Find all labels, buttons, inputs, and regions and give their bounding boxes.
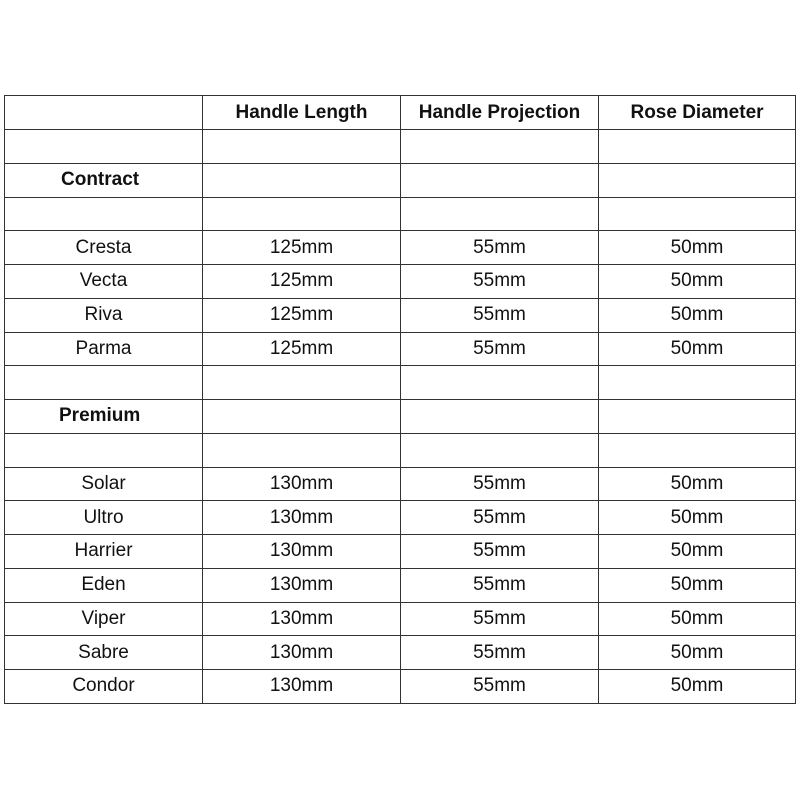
- header-cell-model: [5, 96, 203, 130]
- rose-diameter-cell: 50mm: [599, 568, 796, 602]
- model-name-cell: Solar: [5, 467, 203, 501]
- handle-projection-cell: 55mm: [401, 670, 599, 704]
- table-row: [5, 265, 796, 299]
- handle-length-cell: 125mm: [203, 265, 401, 299]
- handle-length-cell: 130mm: [203, 535, 401, 569]
- rose-diameter-cell: 50mm: [599, 670, 796, 704]
- table-row: [5, 602, 796, 636]
- handle-projection-cell: 55mm: [401, 231, 599, 265]
- spacer-row: [5, 433, 796, 467]
- table-row: [5, 670, 796, 704]
- header-cell-handle-length: Handle Length: [203, 96, 401, 130]
- model-name-cell: Eden: [5, 568, 203, 602]
- rose-diameter-cell: 50mm: [599, 332, 796, 366]
- handle-projection-cell: 55mm: [401, 535, 599, 569]
- table-row: [5, 501, 796, 535]
- handle-length-cell: 125mm: [203, 332, 401, 366]
- model-name-cell: Ultro: [5, 501, 203, 535]
- model-name-cell: Riva: [5, 298, 203, 332]
- spacer-row: [5, 366, 796, 400]
- handle-projection-cell: 55mm: [401, 265, 599, 299]
- handle-projection-cell: 55mm: [401, 501, 599, 535]
- section-header-row: [5, 400, 796, 434]
- handle-projection-cell: 55mm: [401, 467, 599, 501]
- handle-length-cell: 130mm: [203, 602, 401, 636]
- handle-length-cell: 125mm: [203, 231, 401, 265]
- model-name-cell: Vecta: [5, 265, 203, 299]
- handle-length-cell: 130mm: [203, 568, 401, 602]
- handle-length-cell: 130mm: [203, 501, 401, 535]
- rose-diameter-cell: 50mm: [599, 501, 796, 535]
- header-cell-rose-diameter: Rose Diameter: [599, 96, 796, 130]
- model-name-cell: Condor: [5, 670, 203, 704]
- table-row: [5, 568, 796, 602]
- rose-diameter-cell: 50mm: [599, 265, 796, 299]
- handle-projection-cell: 55mm: [401, 332, 599, 366]
- section-label-premium: Premium: [5, 400, 203, 434]
- table-row: [5, 332, 796, 366]
- section-label-contract: Contract: [5, 163, 203, 197]
- model-name-cell: Sabre: [5, 636, 203, 670]
- model-name-cell: Harrier: [5, 535, 203, 569]
- rose-diameter-cell: 50mm: [599, 602, 796, 636]
- spacer-row: [5, 130, 796, 164]
- table-row: [5, 535, 796, 569]
- handle-length-cell: 130mm: [203, 670, 401, 704]
- rose-diameter-cell: 50mm: [599, 636, 796, 670]
- table-row: [5, 467, 796, 501]
- handle-projection-cell: 55mm: [401, 602, 599, 636]
- rose-diameter-cell: 50mm: [599, 298, 796, 332]
- handle-projection-cell: 55mm: [401, 636, 599, 670]
- handle-length-cell: 125mm: [203, 298, 401, 332]
- rose-diameter-cell: 50mm: [599, 535, 796, 569]
- header-cell-handle-projection: Handle Projection: [401, 96, 599, 130]
- handle-projection-cell: 55mm: [401, 298, 599, 332]
- handle-spec-table: [4, 95, 796, 704]
- header-row: [5, 96, 796, 130]
- model-name-cell: Cresta: [5, 231, 203, 265]
- section-header-row: [5, 163, 796, 197]
- rose-diameter-cell: 50mm: [599, 231, 796, 265]
- table-row: [5, 231, 796, 265]
- table-row: [5, 636, 796, 670]
- model-name-cell: Parma: [5, 332, 203, 366]
- handle-length-cell: 130mm: [203, 467, 401, 501]
- handle-projection-cell: 55mm: [401, 568, 599, 602]
- rose-diameter-cell: 50mm: [599, 467, 796, 501]
- spacer-row: [5, 197, 796, 231]
- model-name-cell: Viper: [5, 602, 203, 636]
- table-row: [5, 298, 796, 332]
- handle-length-cell: 130mm: [203, 636, 401, 670]
